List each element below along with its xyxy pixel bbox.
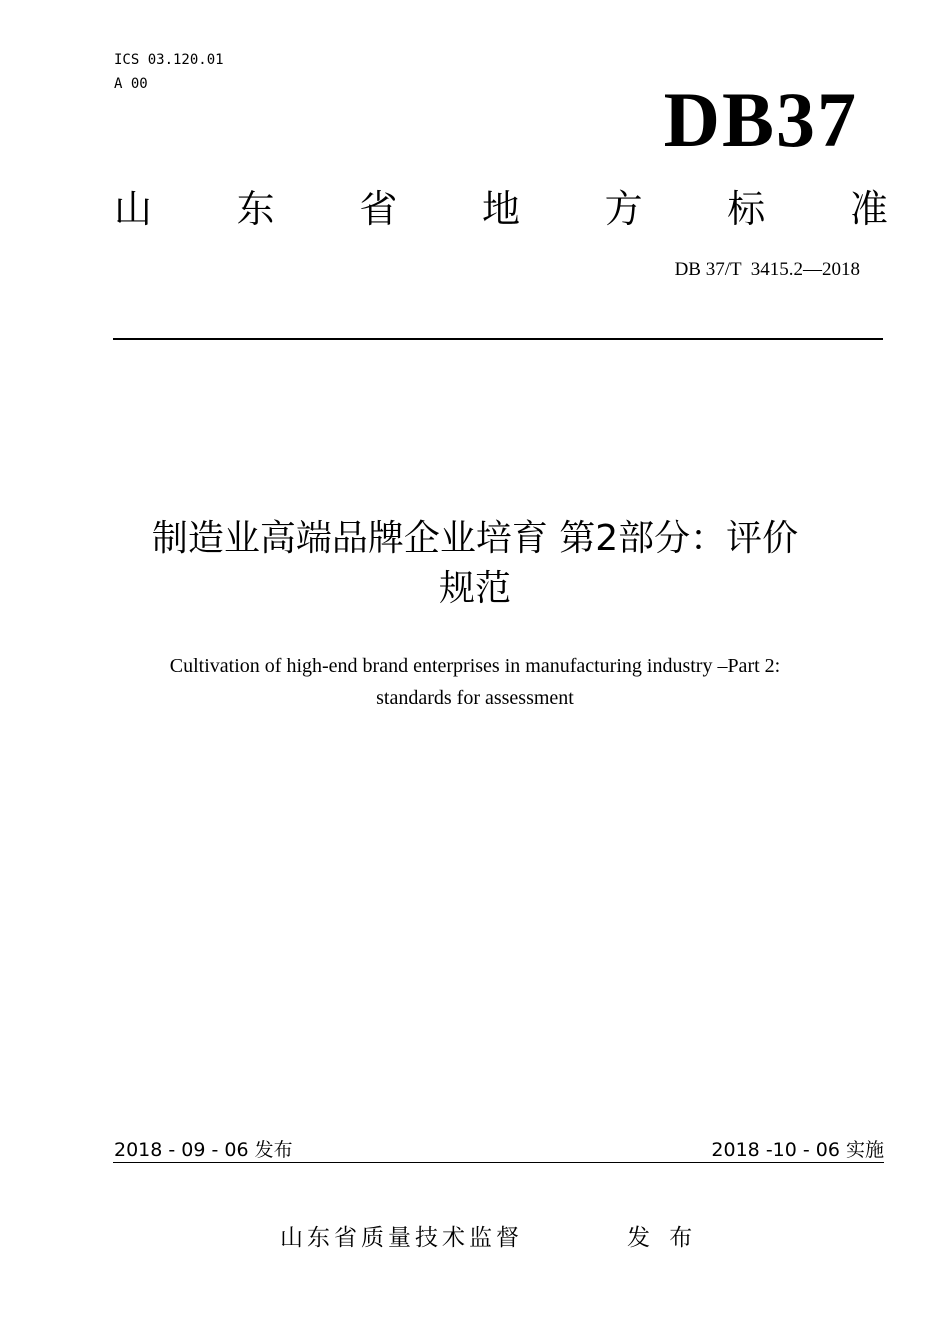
implementation-date: 2018 -10 - 06 实施 [711,1139,884,1161]
english-title-line-1: Cultivation of high-end brand enterprises in manufacturing industry –Part 2: [169,655,781,677]
standard-type-heading [114,186,888,232]
publish-label: 发 布 [627,1225,699,1251]
publisher-name: 山东省质量技术监督 [280,1225,523,1251]
standard-type-char: 山 [114,187,153,231]
bottom-divider [113,1162,884,1163]
standard-type-char: 省 [359,187,398,231]
standard-type-char: 标 [727,187,766,231]
english-title-line-2: standards for assessment [376,687,574,709]
standard-type-char: 地 [481,187,520,231]
ics-code: ICS 03.120.01 [114,52,224,68]
standard-type-char: 准 [849,187,888,231]
standard-logo: DB37 [663,76,858,163]
top-divider [113,338,883,340]
chinese-title-line-2: 规范 [438,568,511,609]
chinese-title [70,514,880,614]
standard-type-char: 东 [236,187,275,231]
classification-codes [114,48,224,96]
english-title [60,650,890,714]
issue-date: 2018 - 09 - 06 发布 [114,1139,293,1161]
chinese-title-line-1: 制造业高端品牌企业培育 第2部分：评价 [151,518,799,559]
standard-code: DB 37/T 3415.2—2018 [674,259,860,280]
ccs-code: A 00 [114,76,148,92]
standard-type-char: 方 [604,187,643,231]
